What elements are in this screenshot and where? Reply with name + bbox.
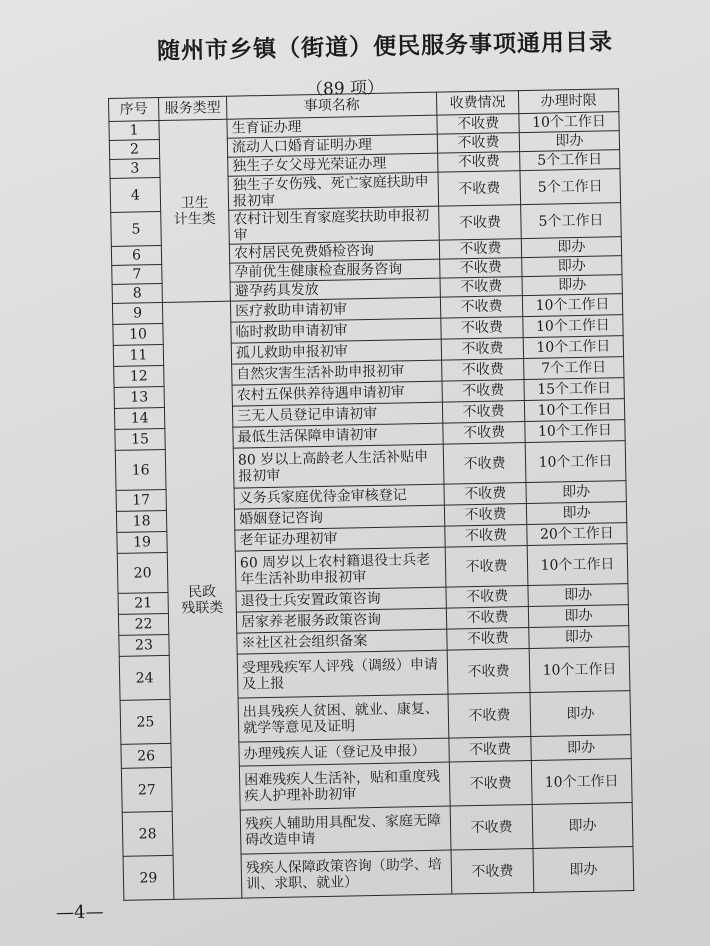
row-fee: 不收费: [449, 760, 532, 806]
row-seq: 12: [114, 365, 164, 387]
row-item-name: 残疾人辅助用具配发、家庭无障碍改造申请: [240, 806, 451, 854]
row-seq: 5: [111, 212, 162, 247]
row-item-name: 出具残疾人贫困、就业、康复、就学等意见及证明: [238, 694, 449, 742]
row-seq: 14: [114, 407, 164, 429]
page-number: —4—: [55, 901, 104, 924]
row-item-name: 避孕药具发放: [230, 278, 440, 301]
row-fee: 不收费: [439, 239, 521, 260]
row-fee: 不收费: [440, 258, 522, 279]
row-item-name: 老年证办理初审: [235, 526, 445, 551]
header-seq: 序号: [109, 98, 159, 122]
row-time-limit: 10个工作日: [523, 336, 623, 359]
row-time-limit: 即办: [521, 237, 621, 258]
row-fee: 不收费: [440, 277, 522, 298]
row-seq: 16: [115, 449, 166, 490]
row-item-name: 办理残疾人证（登记及申报）: [239, 738, 449, 766]
row-fee: 不收费: [446, 607, 528, 630]
row-item-name: 居家养老服务政策咨询: [236, 608, 446, 633]
row-seq: 4: [110, 178, 161, 213]
row-fee: 不收费: [448, 693, 531, 739]
row-seq: 29: [123, 855, 174, 900]
row-seq: 11: [113, 344, 163, 366]
row-seq: 26: [121, 743, 171, 768]
row-seq: 13: [114, 386, 164, 408]
row-time-limit: 即办: [530, 691, 631, 737]
row-seq: 6: [111, 246, 161, 266]
row-time-limit: 即办: [532, 803, 633, 849]
row-time-limit: 10个工作日: [525, 441, 626, 483]
row-time-limit: 10个工作日: [525, 420, 625, 443]
row-item-name: 孤儿救助申报初审: [231, 339, 441, 364]
row-seq: 2: [109, 140, 159, 160]
row-time-limit: 10个工作日: [527, 544, 628, 586]
row-seq: 24: [119, 655, 170, 700]
service-catalog-table: [108, 88, 634, 901]
row-seq: 20: [117, 552, 168, 593]
row-seq: 21: [118, 592, 168, 614]
row-seq: 1: [109, 121, 159, 141]
row-fee: 不收费: [447, 649, 530, 695]
service-type-group: 民政 残联类: [162, 301, 241, 899]
row-item-name: 生育证办理: [227, 115, 437, 138]
row-fee: 不收费: [441, 338, 523, 361]
row-item-name: 农村计划生育家庭奖扶助申报初审: [229, 206, 440, 244]
document-subtitle: （89 项）: [305, 78, 385, 100]
row-seq: 25: [120, 699, 171, 744]
row-item-name: 义务兵家庭优待金审核登记: [234, 484, 444, 509]
row-item-name: 医疗救助申请初审: [230, 297, 440, 322]
row-item-name: 农村五保供养待遇申请初审: [232, 381, 442, 406]
row-fee: 不收费: [442, 359, 524, 382]
row-item-name: 受理残疾军人评残（调级）申请及上报: [237, 650, 448, 698]
row-seq: 10: [113, 323, 163, 345]
row-item-name: 80 岁以上高龄老人生活补贴申报初审: [233, 444, 444, 488]
row-time-limit: 即办: [528, 605, 628, 628]
row-item-name: 农村居民免费婚检咨询: [229, 240, 439, 263]
row-time-limit: 10个工作日: [523, 315, 623, 338]
row-fee: 不收费: [443, 422, 525, 445]
row-fee: 不收费: [442, 401, 524, 424]
row-fee: 不收费: [450, 804, 533, 850]
row-fee: 不收费: [449, 737, 531, 763]
row-item-name: 临时救助申请初审: [231, 318, 441, 343]
row-seq: 28: [122, 811, 173, 856]
row-fee: 不收费: [442, 380, 524, 403]
row-time-limit: 10个工作日: [529, 647, 630, 693]
row-item-name: 独生子女父母光荣证办理: [228, 153, 438, 176]
row-item-name: ※社区社会组织备案: [237, 629, 447, 654]
row-fee: 不收费: [438, 152, 520, 173]
row-item-name: 婚姻登记咨询: [234, 505, 444, 530]
row-time-limit: 10个工作日: [522, 294, 622, 317]
row-item-name: 困难残疾人生活补，贴和重度残疾人护理补助初审: [239, 762, 450, 810]
row-time-limit: 即办: [529, 626, 629, 649]
row-fee: 不收费: [451, 848, 534, 894]
row-item-name: 60 周岁以上农村籍退役士兵老年生活补助申报初审: [235, 547, 446, 591]
row-seq: 15: [115, 428, 165, 450]
row-fee: 不收费: [444, 483, 526, 506]
header-time-limit: 办理时限: [518, 89, 618, 114]
row-fee: 不收费: [437, 114, 519, 135]
row-seq: 19: [117, 531, 167, 553]
row-time-limit: 10个工作日: [524, 399, 624, 422]
row-time-limit: 5个工作日: [520, 150, 620, 171]
row-fee: 不收费: [445, 546, 528, 588]
row-item-name: 残疾人保障政策咨询（助学、培训、求职、就业）: [241, 850, 452, 898]
row-item-name: 独生子女伤残、死亡家庭扶助申报初审: [228, 172, 439, 210]
row-seq: 9: [112, 302, 162, 324]
row-seq: 18: [116, 510, 166, 532]
row-time-limit: 即办: [519, 131, 619, 152]
row-time-limit: 即办: [531, 735, 631, 761]
row-time-limit: 即办: [522, 256, 622, 277]
row-item-name: 三无人员登记申请初审: [232, 402, 442, 427]
service-type-group: 卫生 计生类: [159, 119, 230, 302]
row-time-limit: 即办: [522, 275, 622, 296]
row-seq: 23: [119, 634, 169, 656]
header-service-type: 服务类型: [159, 96, 227, 120]
row-item-name: 退役士兵安置政策咨询: [236, 587, 446, 612]
row-seq: 7: [112, 264, 162, 284]
row-fee: 不收费: [446, 586, 528, 609]
row-time-limit: 即办: [533, 847, 634, 893]
row-time-limit: 10个工作日: [531, 759, 632, 805]
table-body: [109, 112, 634, 901]
row-item-name: 流动人口婚育证明办理: [227, 134, 437, 157]
row-fee: 不收费: [447, 628, 529, 651]
row-fee: 不收费: [441, 317, 523, 340]
row-item-name: 最低生活保障申请初审: [233, 423, 443, 448]
row-seq: 3: [110, 159, 160, 179]
row-fee: 不收费: [438, 171, 521, 207]
row-fee: 不收费: [439, 205, 522, 241]
row-fee: 不收费: [445, 525, 527, 548]
row-fee: 不收费: [440, 296, 522, 319]
row-fee: 不收费: [437, 133, 519, 154]
row-seq: 8: [112, 283, 162, 303]
row-time-limit: 即办: [528, 584, 628, 607]
header-item-name: 事项名称: [226, 92, 436, 119]
row-time-limit: 5个工作日: [521, 203, 622, 239]
row-time-limit: 15个工作日: [524, 378, 624, 401]
row-time-limit: 20个工作日: [527, 523, 627, 546]
row-time-limit: 即办: [526, 481, 626, 504]
row-item-name: 自然灾害生活补助申报初审: [232, 360, 442, 385]
row-time-limit: 7个工作日: [524, 357, 624, 380]
header-fee: 收费情况: [436, 91, 518, 116]
row-item-name: 孕前优生健康检查服务咨询: [230, 259, 440, 282]
row-seq: 22: [118, 613, 168, 635]
row-time-limit: 5个工作日: [520, 169, 621, 205]
document-title: 随州市乡镇（街道）便民服务事项通用目录: [156, 28, 614, 65]
row-time-limit: 即办: [526, 502, 626, 525]
row-seq: 17: [116, 489, 166, 511]
row-fee: 不收费: [444, 504, 526, 527]
row-time-limit: 10个工作日: [519, 112, 619, 133]
row-seq: 27: [121, 767, 172, 812]
row-fee: 不收费: [443, 443, 526, 485]
